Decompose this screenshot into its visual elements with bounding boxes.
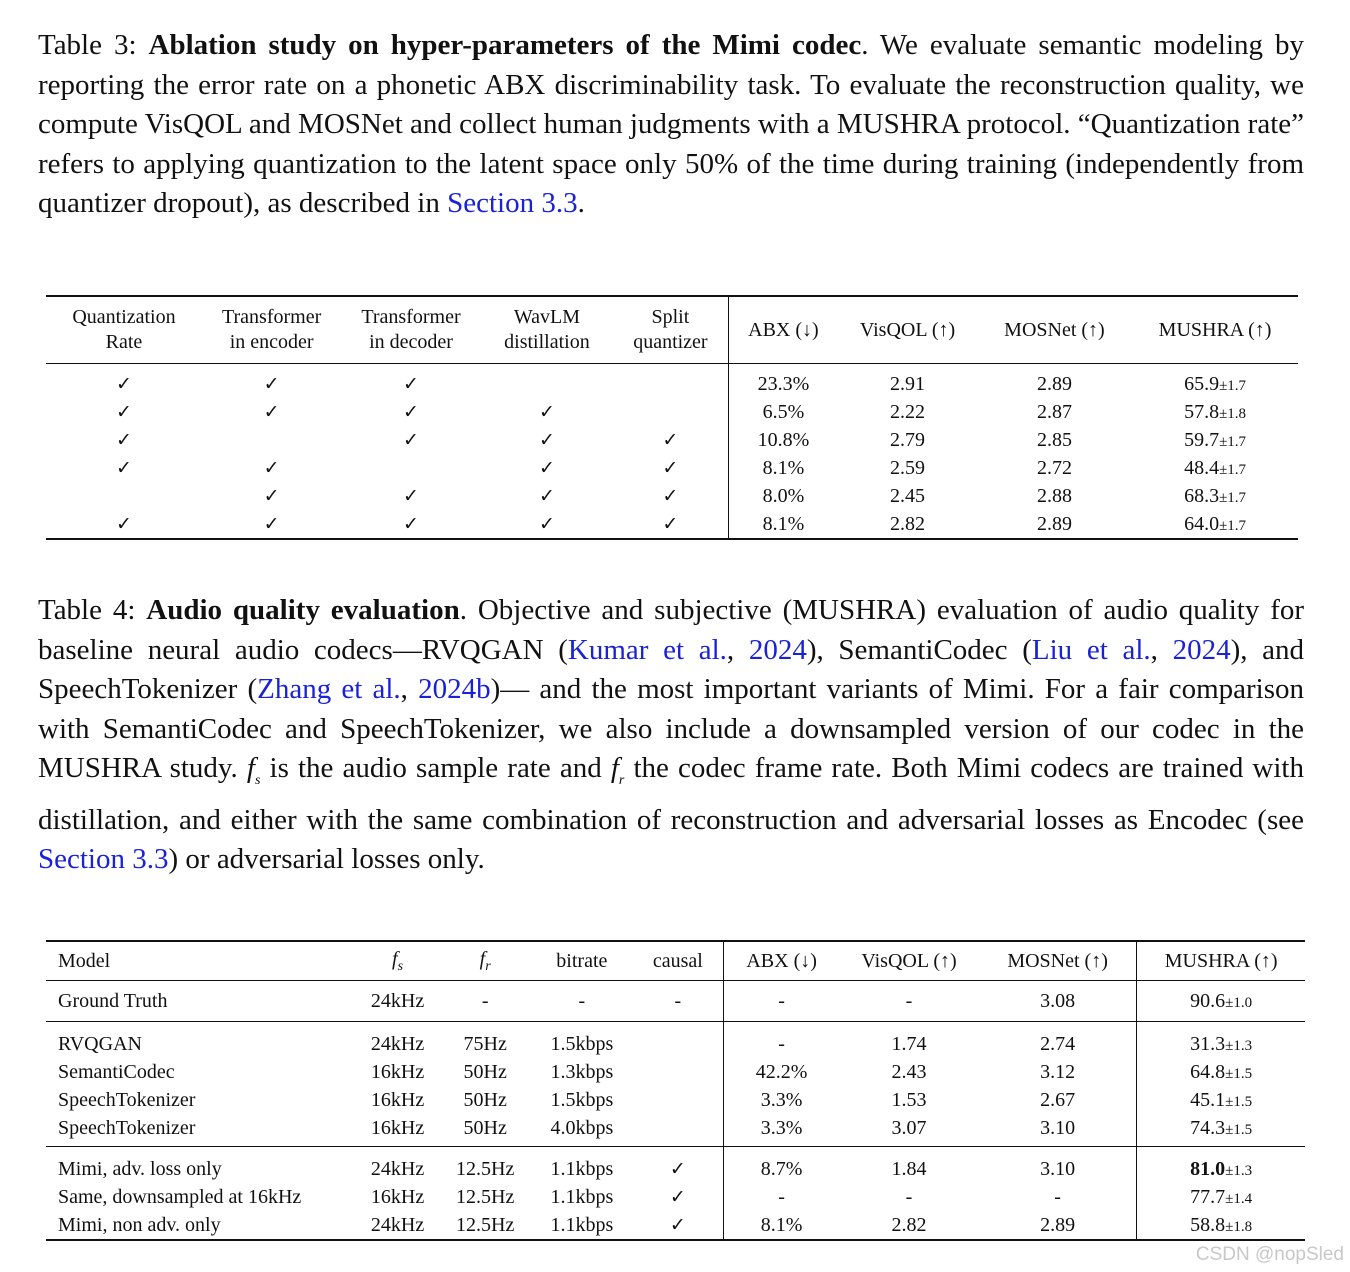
table-row: ✓ ✓ ✓ ✓ 8.1% 2.59 2.72 48.4±1.7 bbox=[46, 454, 1298, 482]
col-model: Model bbox=[46, 941, 356, 981]
col-transformer-encoder: Transformer in encoder bbox=[202, 296, 341, 364]
table-row: ✓ ✓ ✓ ✓ ✓ 8.1% 2.82 2.89 64.0±1.7 bbox=[46, 510, 1298, 539]
table-row: ✓ ✓ ✓ ✓ 6.5% 2.22 2.87 57.8±1.8 bbox=[46, 398, 1298, 426]
col-fr: $f_r$ bbox=[439, 941, 531, 981]
citation-link[interactable]: Liu et al. bbox=[1031, 633, 1151, 666]
col-abx: ABX (↓) bbox=[724, 941, 839, 981]
table-row: SpeechTokenizer 16kHz 50Hz 4.0kbps 3.3% 3.07 3.10 74.3±1.5 bbox=[46, 1114, 1305, 1147]
col-mushra: MUSHRA (↑) bbox=[1132, 296, 1298, 364]
section-link[interactable]: Section 3.3 bbox=[38, 843, 169, 876]
col-quantization-rate: Quantization Rate bbox=[46, 296, 202, 364]
citation-link[interactable]: 2024 bbox=[1172, 633, 1231, 666]
table3-label: Table 3: bbox=[38, 29, 137, 61]
audio-quality-table bbox=[46, 940, 1305, 1241]
table-row: RVQGAN 24kHz 75Hz 1.5kbps - 1.74 2.74 31.3±1.3 bbox=[46, 1022, 1305, 1059]
citation-link[interactable]: Kumar et al. bbox=[567, 633, 727, 666]
table-row: Ground Truth 24kHz - - - - - 3.08 90.6±1.0 bbox=[46, 981, 1305, 1022]
section-link[interactable]: Section 3.3 bbox=[447, 187, 578, 220]
col-mosnet: MOSNet (↑) bbox=[977, 296, 1132, 364]
col-visqol: VisQOL (↑) bbox=[838, 296, 977, 364]
table3-caption: Table 3: Ablation study on hyper-parameters of the Mimi codec. We evaluate semantic modeling by reporting the error rate on a phonetic ABX discriminability task. To evaluate the reconstruction quality, we compute VisQOL and MOSNet and collect human judgments with a MUSHRA protocol. “Quantization rate” refers to applying quantization to the latent space only 50% of the time during training (independently from quantizer dropout), as described in Section 3.3. bbox=[38, 29, 1304, 220]
col-mosnet: MOSNet (↑) bbox=[979, 941, 1137, 981]
table3-title: Ablation study on hyper-parameters of the Mimi codec bbox=[148, 29, 862, 61]
table-row: SemantiCodec 16kHz 50Hz 1.3kbps 42.2% 2.43 3.12 64.8±1.5 bbox=[46, 1058, 1305, 1086]
table-header-row bbox=[46, 941, 1305, 981]
col-fs: $f_s$ bbox=[356, 941, 439, 981]
citation-link[interactable]: 2024b bbox=[418, 673, 491, 706]
ablation-table bbox=[46, 295, 1298, 540]
table-header-row bbox=[46, 296, 1298, 364]
table4-caption: Table 4: Audio quality evaluation. Objective and subjective (MUSHRA) evaluation of audio quality for baseline neural audio codecs—RVQGAN (Kumar et al., 2024), SemantiCodec (Liu et al., 2024), and SpeechTokenizer (Zhang et al., 2024b)— and the most important variants of Mimi. For a fair comparison with SemantiCodec and SpeechTokenizer, we also include a downsampled version of our codec in the MUSHRA study. $f_s$ is the audio sample rate and $f_r$ the codec frame rate. Both Mimi codecs are trained with distillation, and either with the same combination of reconstruction and adversarial losses as Encodec (see Section 3.3) or adversarial losses only. bbox=[38, 594, 1305, 876]
table4-label: Table 4: bbox=[38, 594, 136, 626]
table-row: ✓ ✓ ✓ ✓ 8.0% 2.45 2.88 68.3±1.7 bbox=[46, 482, 1298, 510]
table3-caption-body: . We evaluate semantic modeling by reporting the error rate on a phonetic ABX discriminability task. To evaluate the reconstruction quality, we compute VisQOL and MOSNet and collect human judgments with a MUSHRA protocol. “Quantization rate” refers to applying quantization to the latent space only 50% of the time during training (independently from quantizer dropout), as described in bbox=[38, 29, 1304, 220]
table-row: Mimi, non adv. only 24kHz 12.5Hz 1.1kbps ✓ 8.1% 2.82 2.89 58.8±1.8 bbox=[46, 1211, 1305, 1240]
col-visqol: VisQOL (↑) bbox=[839, 941, 979, 981]
col-abx: ABX (↓) bbox=[728, 296, 838, 364]
col-bitrate: bitrate bbox=[531, 941, 632, 981]
col-mushra: MUSHRA (↑) bbox=[1137, 941, 1305, 981]
table-row: ✓ ✓ ✓ 23.3% 2.91 2.89 65.9±1.7 bbox=[46, 364, 1298, 399]
citation-link[interactable]: 2024 bbox=[748, 633, 807, 666]
col-transformer-decoder: Transformer in decoder bbox=[341, 296, 480, 364]
table-row: SpeechTokenizer 16kHz 50Hz 1.5kbps 3.3% 1.53 2.67 45.1±1.5 bbox=[46, 1086, 1305, 1114]
col-wavlm-distillation: WavLM distillation bbox=[481, 296, 614, 364]
table4-title: Audio quality evaluation bbox=[146, 594, 460, 626]
col-split-quantizer: Split quantizer bbox=[613, 296, 728, 364]
table-row: ✓ ✓ ✓ ✓ 10.8% 2.79 2.85 59.7±1.7 bbox=[46, 426, 1298, 454]
col-causal: causal bbox=[632, 941, 723, 981]
watermark: CSDN @nopSled bbox=[1195, 1244, 1344, 1265]
citation-link[interactable]: Zhang et al. bbox=[257, 673, 401, 706]
table-row: Same, downsampled at 16kHz 16kHz 12.5Hz 1.1kbps ✓ - - - 77.7±1.4 bbox=[46, 1183, 1305, 1211]
table-row: Mimi, adv. loss only 24kHz 12.5Hz 1.1kbps ✓ 8.7% 1.84 3.10 81.0±1.3 bbox=[46, 1147, 1305, 1184]
